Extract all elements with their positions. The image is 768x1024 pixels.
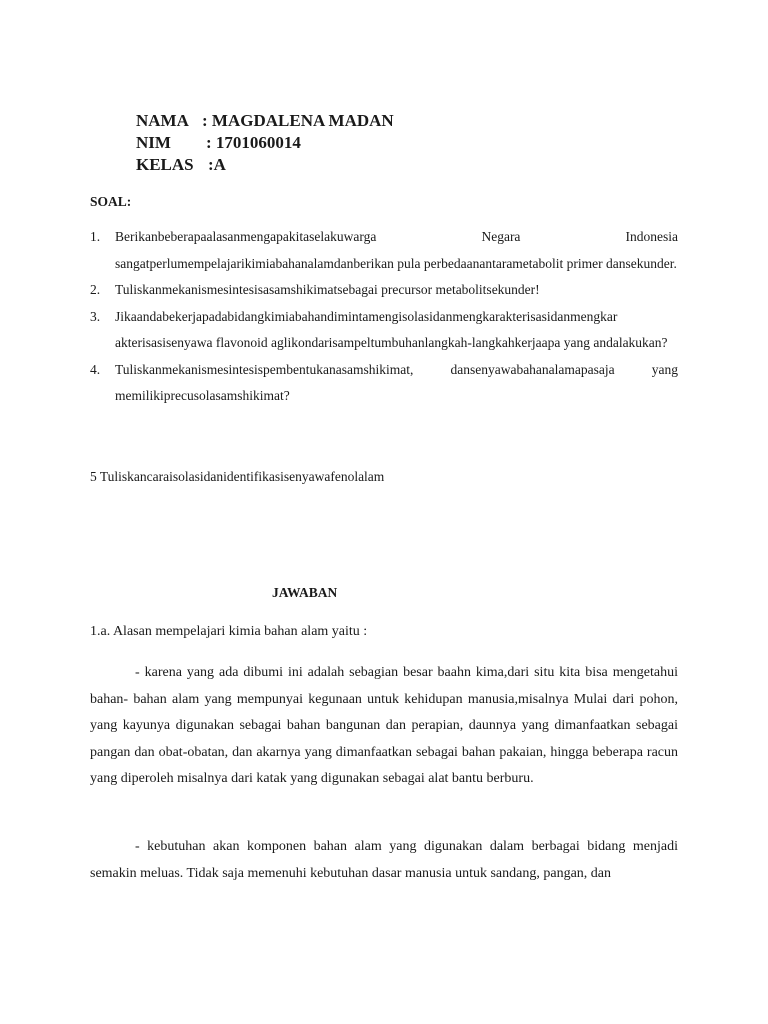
answer-paragraph: - karena yang ada dibumi ini adalah sebagian besar baahn kima,dari situ kita bisa mengetahui bahan- bahan alam yang mempunyai kegunaan untuk kehidupan manusia,misalnya Mulai dari pohon, yang kayunya digunakan sebagai bahan bangunan dan perapian, daunnya yang dimanfaatkan sebagai pangan dan obat-obatan, dan akarnya yang dimanfaatkan sebagai bahan pakaian, hingga beberapa racun yang diperoleh misalnya dari katak yang digunakan sebagai alat bantu berburu.	[90, 665, 678, 786]
nim-label: NIM	[136, 133, 171, 152]
question-text: Jikaandabekerjapadabidangkimiabahandimintamengisolasidanmengkarakterisasidanmengkar akterisasisenyawa flavonoid aglikondarisampeltumbuhanlangkah-langkahkerjaapa yang andalakukan?	[115, 308, 668, 350]
answer-paragraph: - kebutuhan akan komponen bahan alam yang digunakan dalam berbagai bidang menjadi semakin meluas. Tidak saja memenuhi kebutuhan dasar manusia untuk sandang, pangan, dan	[90, 839, 678, 881]
question-5: 5 Tuliskancaraisolasidanidentifikasisenyawafenolalam	[90, 469, 385, 484]
question-list	[90, 224, 678, 410]
question-item	[90, 304, 678, 357]
kelas-label: KELAS	[136, 155, 194, 174]
identity-nim-row	[136, 132, 394, 154]
soal-heading: SOAL:	[90, 194, 132, 209]
identity-nama-row	[136, 110, 394, 132]
answer-intro: 1.a. Alasan mempelajari kimia bahan alam yaitu :	[90, 624, 368, 639]
question-item	[90, 224, 678, 277]
question-number: 4.	[90, 361, 101, 377]
student-identity	[136, 110, 394, 176]
nama-value: : MAGDALENA MADAN	[202, 111, 394, 130]
question-item	[90, 277, 678, 304]
identity-kelas-row	[136, 154, 394, 176]
question-number: 1.	[90, 229, 101, 244]
nim-value: : 1701060014	[206, 133, 301, 152]
question-item	[90, 357, 678, 410]
jawaban-heading: JAWABAN	[272, 585, 338, 600]
kelas-value: :A	[208, 155, 226, 174]
question-text: Tuliskanmekanismesintesisasamshikimatsebagai precursor metabolitsekunder!	[115, 282, 540, 297]
nama-label: NAMA	[136, 111, 189, 130]
question-number: 3.	[90, 308, 101, 324]
question-text: Tuliskanmekanismesintesispembentukanasamshikimat, dansenyawabahanalamapasaja yang memilikiprecusolasamshikimat?	[115, 361, 678, 403]
question-text: Berikanbeberapaalasanmengapakitaselakuwarga Negara Indonesia sangatperlumempelajarikimiabahanalamdanberikan pula perbedaanantarametabolit primer dansekunder.	[115, 229, 678, 271]
question-number: 2.	[90, 282, 101, 297]
